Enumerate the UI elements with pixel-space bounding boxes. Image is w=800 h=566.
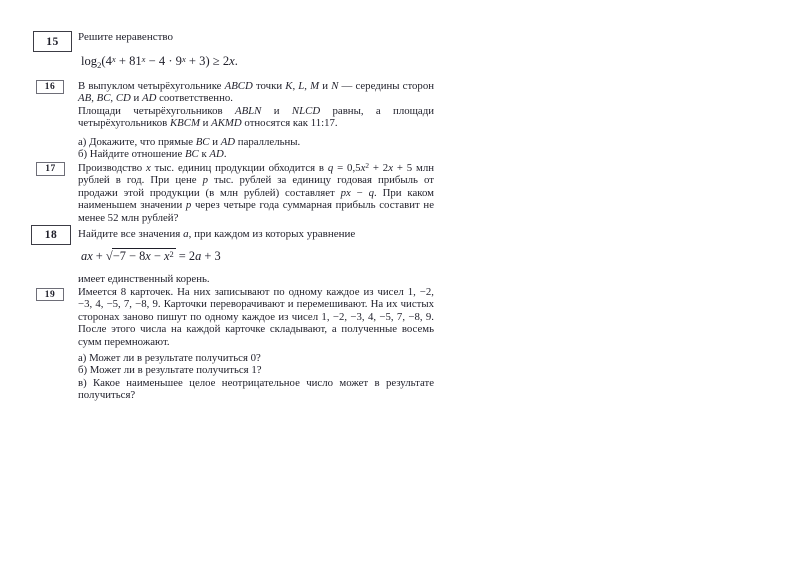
problem-16-paragraph-1: В выпуклом четырёхугольнике ABCD точки K, L, M и N — середины сторон AB, BC, CD и AD соответственно.	[78, 80, 434, 105]
problem-17-content	[78, 162, 434, 224]
problem-16-part-b: б) Найдите отношение BC к AD.	[78, 148, 227, 161]
problem-16-number: 16	[44, 82, 56, 92]
problem-16-number-box	[36, 80, 64, 94]
problem-16-content	[78, 80, 434, 160]
problem-15-content	[78, 31, 434, 68]
problem-19-content	[78, 286, 434, 402]
problem-19-number-box	[36, 288, 64, 301]
problem-17-paragraph: Производство x тыс. единиц продукции обходится в $q = 0,5x^2 + 2x + 5$ млн рублей в год. При цене p тыс. рублей за единицу годовая прибыль от продажи этой продукции (в млн рублей) составляет px − q. При каком наименьшем значении p через четыре года суммарная прибыль составит не менее 52 млн рублей?	[78, 160, 435, 224]
problem-18-formula: ax + $√-7 - 8x - x^2 = 2a + 3$	[81, 248, 221, 264]
problem-16-part-a: а) Докажите, что прямые BC и AD параллельны.	[78, 135, 301, 148]
problem-18-number-box	[31, 225, 71, 245]
problem-16-paragraph-2: Площади четырёхугольников ABLN и NLCD равны, а площади четырёхугольников KBCM и AKMD относятся как 11:17.	[78, 104, 434, 130]
problem-18-number: 18	[44, 229, 58, 241]
problem-15-formula: $\log 2(4^x + 81^x - 4 \cdot 9^x + 3) \ge 2x$.	[81, 53, 238, 70]
problem-15-number-box	[33, 31, 72, 52]
problem-19-paragraph: Имеется 8 карточек. На них записывают по одному каждое из чисел 1, −2, −3, 4, −5, 7, −8, 9. Карточки переворачивают и перемешивают. На их чистых сторонах заново пишут по одному каждое из чисел 1, −2, −3, 4, −5, 7, −8, 9. После этого числа на каждой карточке складывают, а полученные восемь сумм перемножают.	[78, 286, 434, 348]
problem-19-part-a: а) Может ли в результате получиться 0?	[78, 352, 261, 365]
problem-19-part-c: в) Какое наименьшее целое неотрицательное число может в результате получиться?	[78, 376, 434, 402]
problem-18-intro: Найдите все значения a, при каждом из которых уравнение	[78, 228, 356, 240]
problem-15-number: 15	[46, 35, 59, 48]
problem-18-outro: имеет единственный корень.	[78, 272, 210, 285]
problem-18-content	[78, 228, 434, 285]
problem-15-intro: Решите неравенство	[78, 31, 174, 43]
problem-17-number: 17	[45, 164, 56, 174]
problem-19-part-b: б) Может ли в результате получиться 1?	[78, 364, 262, 377]
problem-17-number-box	[36, 162, 65, 176]
problem-19-number: 19	[44, 289, 56, 300]
